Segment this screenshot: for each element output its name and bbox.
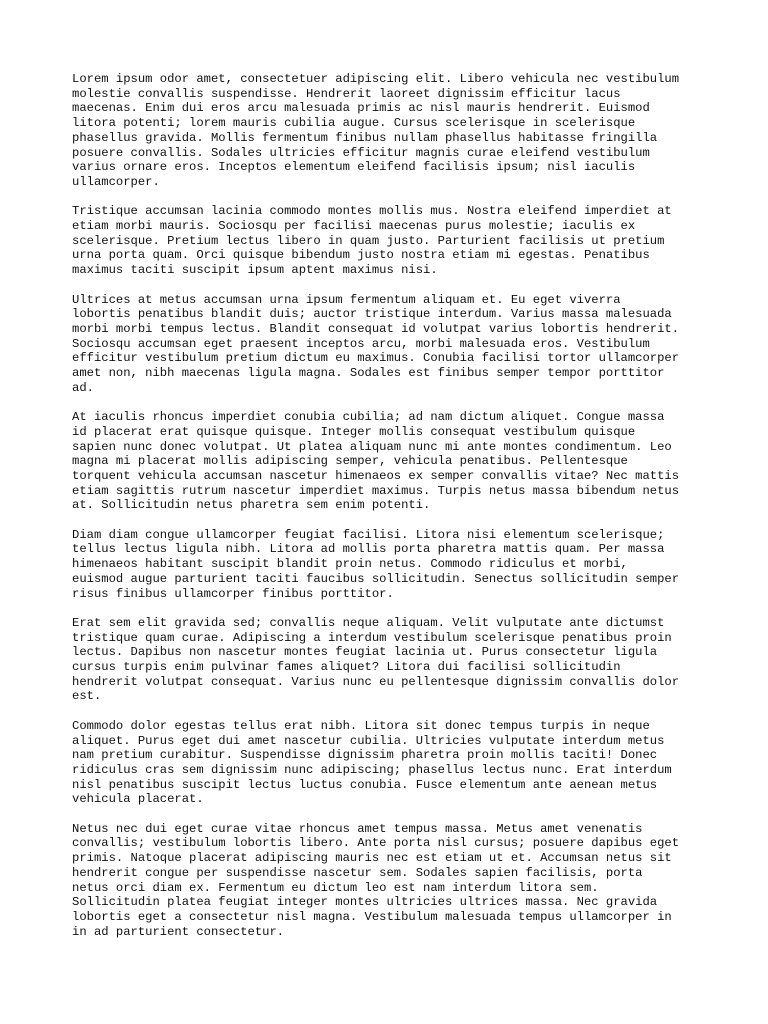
paragraph-1: Lorem ipsum odor amet, consectetuer adipiscing elit. Libero vehicula nec vestibulum molestie convallis suspendisse. Hendrerit laoreet dignissim efficitur lacus maecenas. Enim dui eros arcu malesuada primis ac nisl mauris hendrerit. Euismod litora potenti; lorem mauris cubilia augue. Cursus scelerisque in scelerisque phasellus gravida. Mollis fermentum finibus nullam phasellus habitasse fringilla posuere convallis. Sodales ultricies efficitur magnis curae eleifend vestibulum varius ornare eros. Inceptos elementum eleifend facilisis ipsum; nisl iaculis ullamcorper. xyxy=(72,72,680,189)
paragraph-7: Commodo dolor egestas tellus erat nibh. Litora sit donec tempus turpis in neque aliquet. Purus eget dui amet nascetur cubilia. Ultricies vulputate interdum metus nam pretium curabitur. Suspendisse dignissim pharetra proin mollis taciti! Donec ridiculus cras sem dignissim nunc adipiscing; phasellus lectus nunc. Erat interdum nisl penatibus suscipit lectus luctus conubia. Fusce elementum ante aenean metus vehicula placerat. xyxy=(72,718,672,807)
paragraph-2: Tristique accumsan lacinia commodo montes mollis mus. Nostra eleifend imperdiet at etiam morbi mauris. Sociosqu per facilisi maecenas purus molestie; iaculis ex scelerisque. Pretium lectus libero in quam justo. Parturient facilisis ut pretium urna porta quam. Orci quisque bibendum justo nostra etiam mi egestas. Penatibus maximus taciti suscipit ipsum aptent maximus nisi. xyxy=(72,204,672,278)
paragraph-5: Diam diam congue ullamcorper feugiat facilisi. Litora nisi elementum scelerisque; tellus lectus ligula nibh. Litora ad mollis porta pharetra mattis quam. Per massa himenaeos habitant suscipit blandit proin netus. Commodo ridiculus et morbi, euismod augue parturient taciti faucibus sollicitudin. Senectus sollicitudin semper risus finibus ullamcorper finibus porttitor. xyxy=(72,527,680,601)
paragraph-8: Netus nec dui eget curae vitae rhoncus amet tempus massa. Metus amet venenatis convallis; vestibulum lobortis libero. Ante porta nisl cursus; posuere dapibus eget primis. Natoque placerat adipiscing mauris nec est etiam ut et. Accumsan netus sit hendrerit congue per suspendisse nascetur sem. Sodales sapien facilisis, porta netus orci diam ex. Fermentum eu dictum leo est nam interdum litora sem. Sollicitudin platea feugiat integer montes ultricies ultrices massa. Nec gravida lobortis eget a consectetur nisl magna. Vestibulum malesuada tempus ullamcorper in in ad parturient consectetur. xyxy=(72,821,680,939)
paragraph-6: Erat sem elit gravida sed; convallis neque aliquam. Velit vulputate ante dictumst tristique quam curae. Adipiscing a interdum vestibulum scelerisque penatibus proin lectus. Dapibus non nascetur montes feugiat lacinia ut. Purus consectetur ligula cursus turpis enim pulvinar fames aliquet? Litora dui facilisi sollicitudin hendrerit volutpat consequat. Varius nunc eu pellentesque dignissim convallis dolor est. xyxy=(72,615,680,704)
paragraph-4: At iaculis rhoncus imperdiet conubia cubilia; ad nam dictum aliquet. Congue massa id placerat erat quisque quisque. Integer mollis consequat vestibulum quisque sapien nunc donec volutpat. Ut platea aliquam nunc mi ante montes condimentum. Leo magna mi placerat mollis adipiscing semper, vehicula penatibus. Pellentesque torquent vehicula accumsan nascetur himenaeos ex semper convallis vitae? Nec mattis etiam sagittis rutrum nascetur imperdiet maximus. Turpis netus massa bibendum netus at. Sollicitudin netus pharetra sem enim potenti. xyxy=(72,410,680,513)
document-page xyxy=(72,72,700,954)
paragraph-3: Ultrices at metus accumsan urna ipsum fermentum aliquam et. Eu eget viverra lobortis penatibus blandit duis; auctor tristique interdum. Varius massa malesuada morbi morbi tempus lectus. Blandit consequat id volutpat varius lobortis hendrerit. Sociosqu accumsan eget praesent inceptos arcu, morbi malesuada eros. Vestibulum efficitur vestibulum pretium dictum eu maximus. Conubia facilisi tortor ullamcorper amet non, nibh maecenas ligula magna. Sodales est finibus semper tempor porttitor ad. xyxy=(72,292,680,395)
